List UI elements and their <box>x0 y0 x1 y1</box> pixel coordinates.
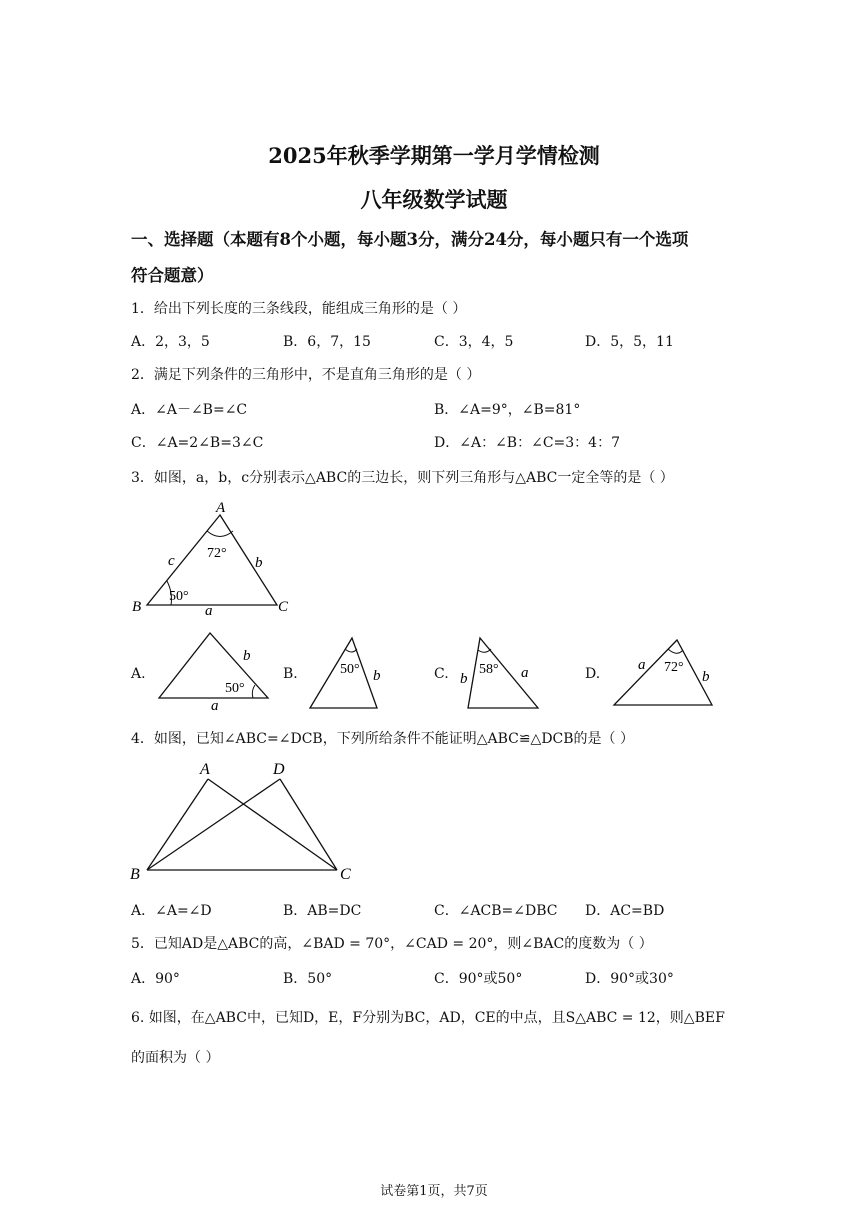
q3-triangle-abc-figure <box>125 495 295 620</box>
q3-option-c-figure <box>455 633 550 713</box>
vertex-b-label: B <box>132 599 142 615</box>
vertex-c-label: C <box>278 599 289 615</box>
option-d-angle: 72° <box>664 660 684 675</box>
q3-option-c-letter: C. <box>434 666 449 682</box>
q3-option-b-figure <box>305 633 390 713</box>
q4-label-b: B <box>130 866 140 883</box>
exam-subtitle: 八年级数学试题 <box>360 187 508 212</box>
q2-stem: 2．满足下列条件的三角形中，不是直角三角形的是（ ） <box>131 367 481 383</box>
option-c-angle: 58° <box>479 662 499 677</box>
q2-option-b: B．∠A=9°，∠B=81° <box>434 402 581 418</box>
option-c-side-a: a <box>521 665 529 681</box>
q4-figure <box>125 755 365 885</box>
section-heading-line1: 一、选择题（本题有8个小题，每小题3分，满分24分，每小题只有一个选项 <box>131 230 689 249</box>
q1-option-c: C．3，4，5 <box>434 334 514 350</box>
q5-option-b: B．50° <box>283 971 333 987</box>
q4-label-c: C <box>340 866 351 883</box>
q5-option-d: D．90°或30° <box>585 971 674 987</box>
option-d-side-b: b <box>702 669 710 685</box>
q2-option-a: A．∠A－∠B=∠C <box>131 402 248 418</box>
angle-a-arc <box>207 531 233 537</box>
q5-stem: 5．已知AD是△ABC的高，∠BAD = 70°，∠CAD = 20°，则∠BAC的度数为（ ） <box>131 936 653 952</box>
q4-stem: 4．如图，已知∠ABC=∠DCB，下列所给条件不能证明△ABC≌△DCB的是（ ） <box>131 731 635 747</box>
q3-option-d-letter: D. <box>585 666 601 682</box>
option-a-side-b: b <box>243 648 251 664</box>
q3-option-a-figure <box>155 628 275 713</box>
section-heading-line2: 符合题意） <box>131 266 214 285</box>
side-c-label: c <box>168 553 175 569</box>
q4-option-d: D．AC=BD <box>585 903 665 919</box>
option-d-side-a: a <box>638 657 646 673</box>
exam-title: 2025年秋季学期第一学月学情检测 <box>268 143 600 168</box>
q1-option-b: B．6，7，15 <box>283 334 371 350</box>
option-a-angle: 50° <box>225 681 245 696</box>
angle-50-label: 50° <box>169 589 189 604</box>
q1-option-d: D．5，5，11 <box>585 334 674 350</box>
q1-option-a: A．2，3，5 <box>131 334 210 350</box>
q5-option-a: A．90° <box>131 971 180 987</box>
q2-option-d: D．∠A：∠B：∠C=3：4：7 <box>434 435 620 451</box>
q6-stem: 6. 如图，在△ABC中，已知D，E，F分别为BC，AD，CE的中点，且S△ABC = 12，则△BEF <box>131 1010 725 1026</box>
q3-option-d-figure <box>610 633 720 713</box>
q3-stem: 3．如图，a，b，c分别表示△ABC的三边长，则下列三角形与△ABC一定全等的是（ ） <box>131 470 674 486</box>
option-b-side-b: b <box>373 668 381 684</box>
angle-72-label: 72° <box>207 546 227 561</box>
vertex-a-label: A <box>216 500 226 516</box>
q4-option-b: B．AB=DC <box>283 903 362 919</box>
q3-option-a-letter: A. <box>131 666 146 682</box>
q2-option-c: C．∠A=2∠B=3∠C <box>131 435 264 451</box>
side-b-label: b <box>255 555 263 571</box>
q4-option-a: A．∠A=∠D <box>131 903 212 919</box>
q4-label-a: A <box>200 761 210 778</box>
q6-stem-continued: 的面积为（ ） <box>131 1050 220 1066</box>
option-b-angle: 50° <box>340 662 360 677</box>
q4-option-c: C．∠ACB=∠DBC <box>434 903 558 919</box>
q4-label-d: D <box>273 761 285 778</box>
q3-option-b-letter: B. <box>283 666 298 682</box>
q1-stem: 1．给出下列长度的三条线段，能组成三角形的是（ ） <box>131 301 467 317</box>
option-a-side-a: a <box>211 698 219 713</box>
option-c-side-b: b <box>460 671 468 687</box>
page-footer: 试卷第1页，共7页 <box>380 1184 488 1199</box>
q5-option-c: C．90°或50° <box>434 971 523 987</box>
side-a-label: a <box>205 603 213 619</box>
